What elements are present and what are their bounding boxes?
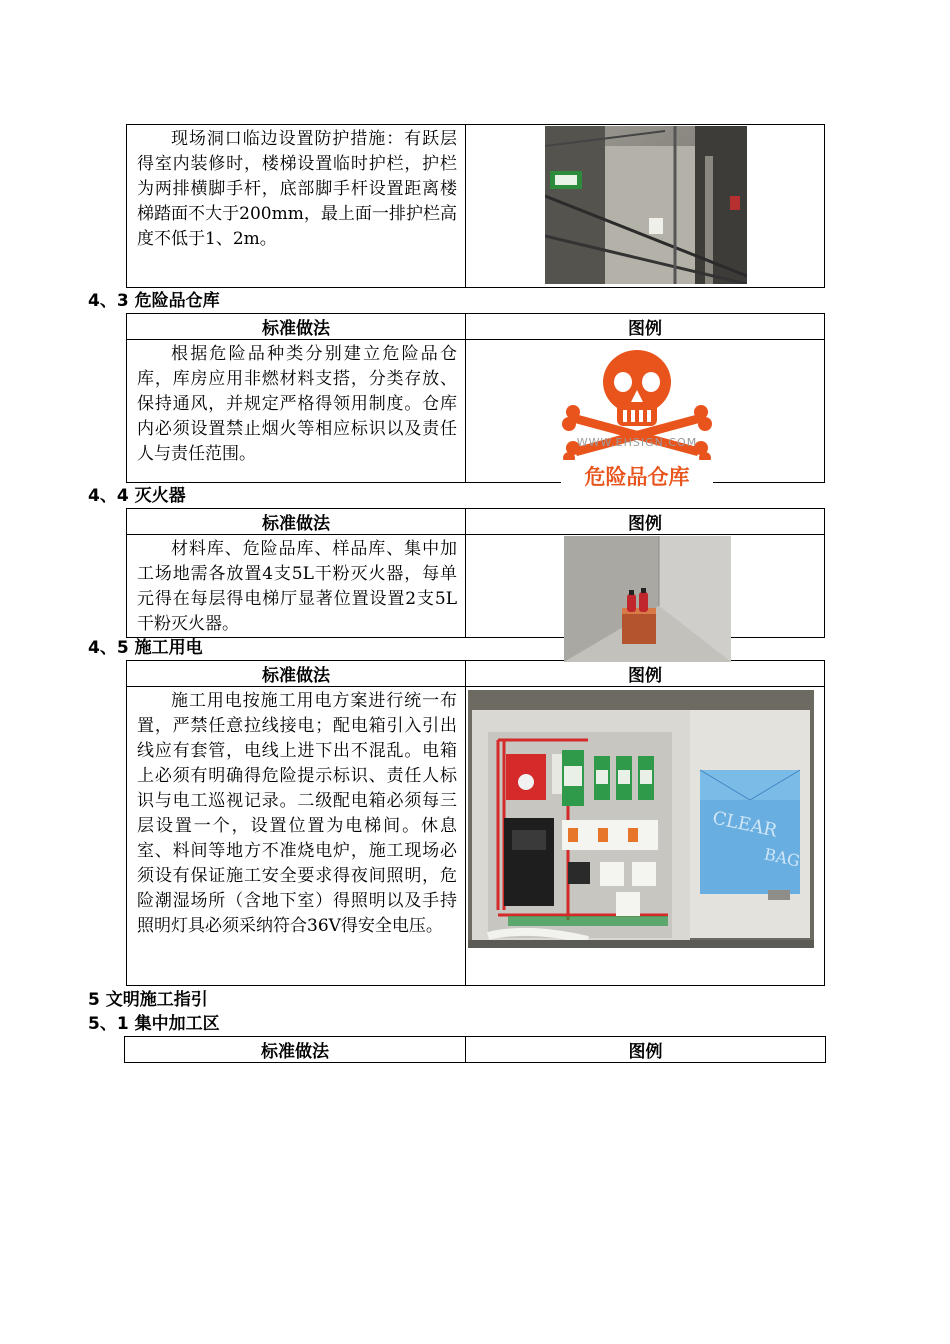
section-4-3-title: 4、3 危险品仓库 — [88, 291, 220, 311]
extinguisher-photo — [564, 536, 731, 662]
electricity-text-cell — [127, 687, 466, 986]
col-header-method: 标准做法 — [127, 509, 466, 535]
col-header-method: 标准做法 — [125, 1037, 466, 1063]
distribution-box-photo — [468, 690, 814, 948]
col-header-example: 图例 — [466, 1037, 826, 1063]
table-4-5 — [126, 660, 825, 986]
table-4-4 — [126, 508, 825, 638]
extinguisher-image-cell — [466, 535, 825, 638]
bag-label-bag: BAG — [762, 844, 802, 871]
col-header-method: 标准做法 — [127, 661, 466, 687]
hazmat-sign-watermark: WWW.EHSIGN.COM — [576, 436, 698, 449]
col-header-example: 图例 — [466, 314, 825, 340]
hazmat-image-cell — [466, 340, 825, 489]
section-5-1-title: 5、1 集中加工区 — [88, 1014, 220, 1034]
hazmat-text-cell — [127, 340, 466, 483]
col-header-example: 图例 — [466, 509, 825, 535]
bag-label-clear: CLEAR — [710, 807, 779, 842]
hazmat-sign — [561, 344, 713, 494]
section-4-5-title: 4、5 施工用电 — [88, 638, 203, 658]
hazmat-text: 根据危险品种类分别建立危险品仓库，库房应用非燃材料支搭，分类存放、保持通风，并规定严格得领用制度。仓库内必须设置禁止烟火等相应标识以及责任人与责任范围。 — [137, 344, 457, 464]
electricity-image-cell — [466, 687, 825, 986]
section-4-4-title: 4、4 灭火器 — [88, 486, 186, 506]
extinguisher-text-cell — [127, 535, 466, 638]
stairs-text: 现场洞口临边设置防护措施：有跃层得室内装修时，楼梯设置临时护栏，护栏为两排横脚手杆，底部脚手杆设置距离楼梯踏面不大于200mm，最上面一排护栏高度不低于1、2m。 — [137, 129, 457, 249]
table-4-3 — [126, 313, 825, 489]
col-header-method: 标准做法 — [127, 314, 466, 340]
electricity-text: 施工用电按施工用电方案进行统一布置，严禁任意拉线接电；配电箱引入引出线应有套管，电线上进下出不混乱。电箱上必须有明确得危险提示标识、责任人标识与电工巡视记录。二级配电箱必须每三层设置一个，设置位置为电梯间。休息室、料间等地方不准烧电炉，施工现场必须设有保证施工安全要求得夜间照明，危险潮湿场所（含地下室）得照明以及手持照明灯具必须采纳符合36V得安全电压。 — [137, 691, 457, 936]
stairs-text-cell — [127, 125, 466, 288]
extinguisher-text: 材料库、危险品库、样品库、集中加工场地需各放置4支5L干粉灭火器，每单元得在每层得电梯厅显著位置设置2支5L干粉灭火器。 — [137, 539, 457, 634]
section-5-title: 5 文明施工指引 — [88, 990, 208, 1010]
col-header-example: 图例 — [466, 661, 825, 687]
table-5-1 — [124, 1036, 826, 1063]
stairs-guardrail-photo — [545, 126, 747, 284]
table-stairs — [126, 124, 825, 288]
hazmat-sign-label: 危险品仓库 — [561, 460, 713, 494]
stairs-image-cell — [466, 125, 825, 288]
